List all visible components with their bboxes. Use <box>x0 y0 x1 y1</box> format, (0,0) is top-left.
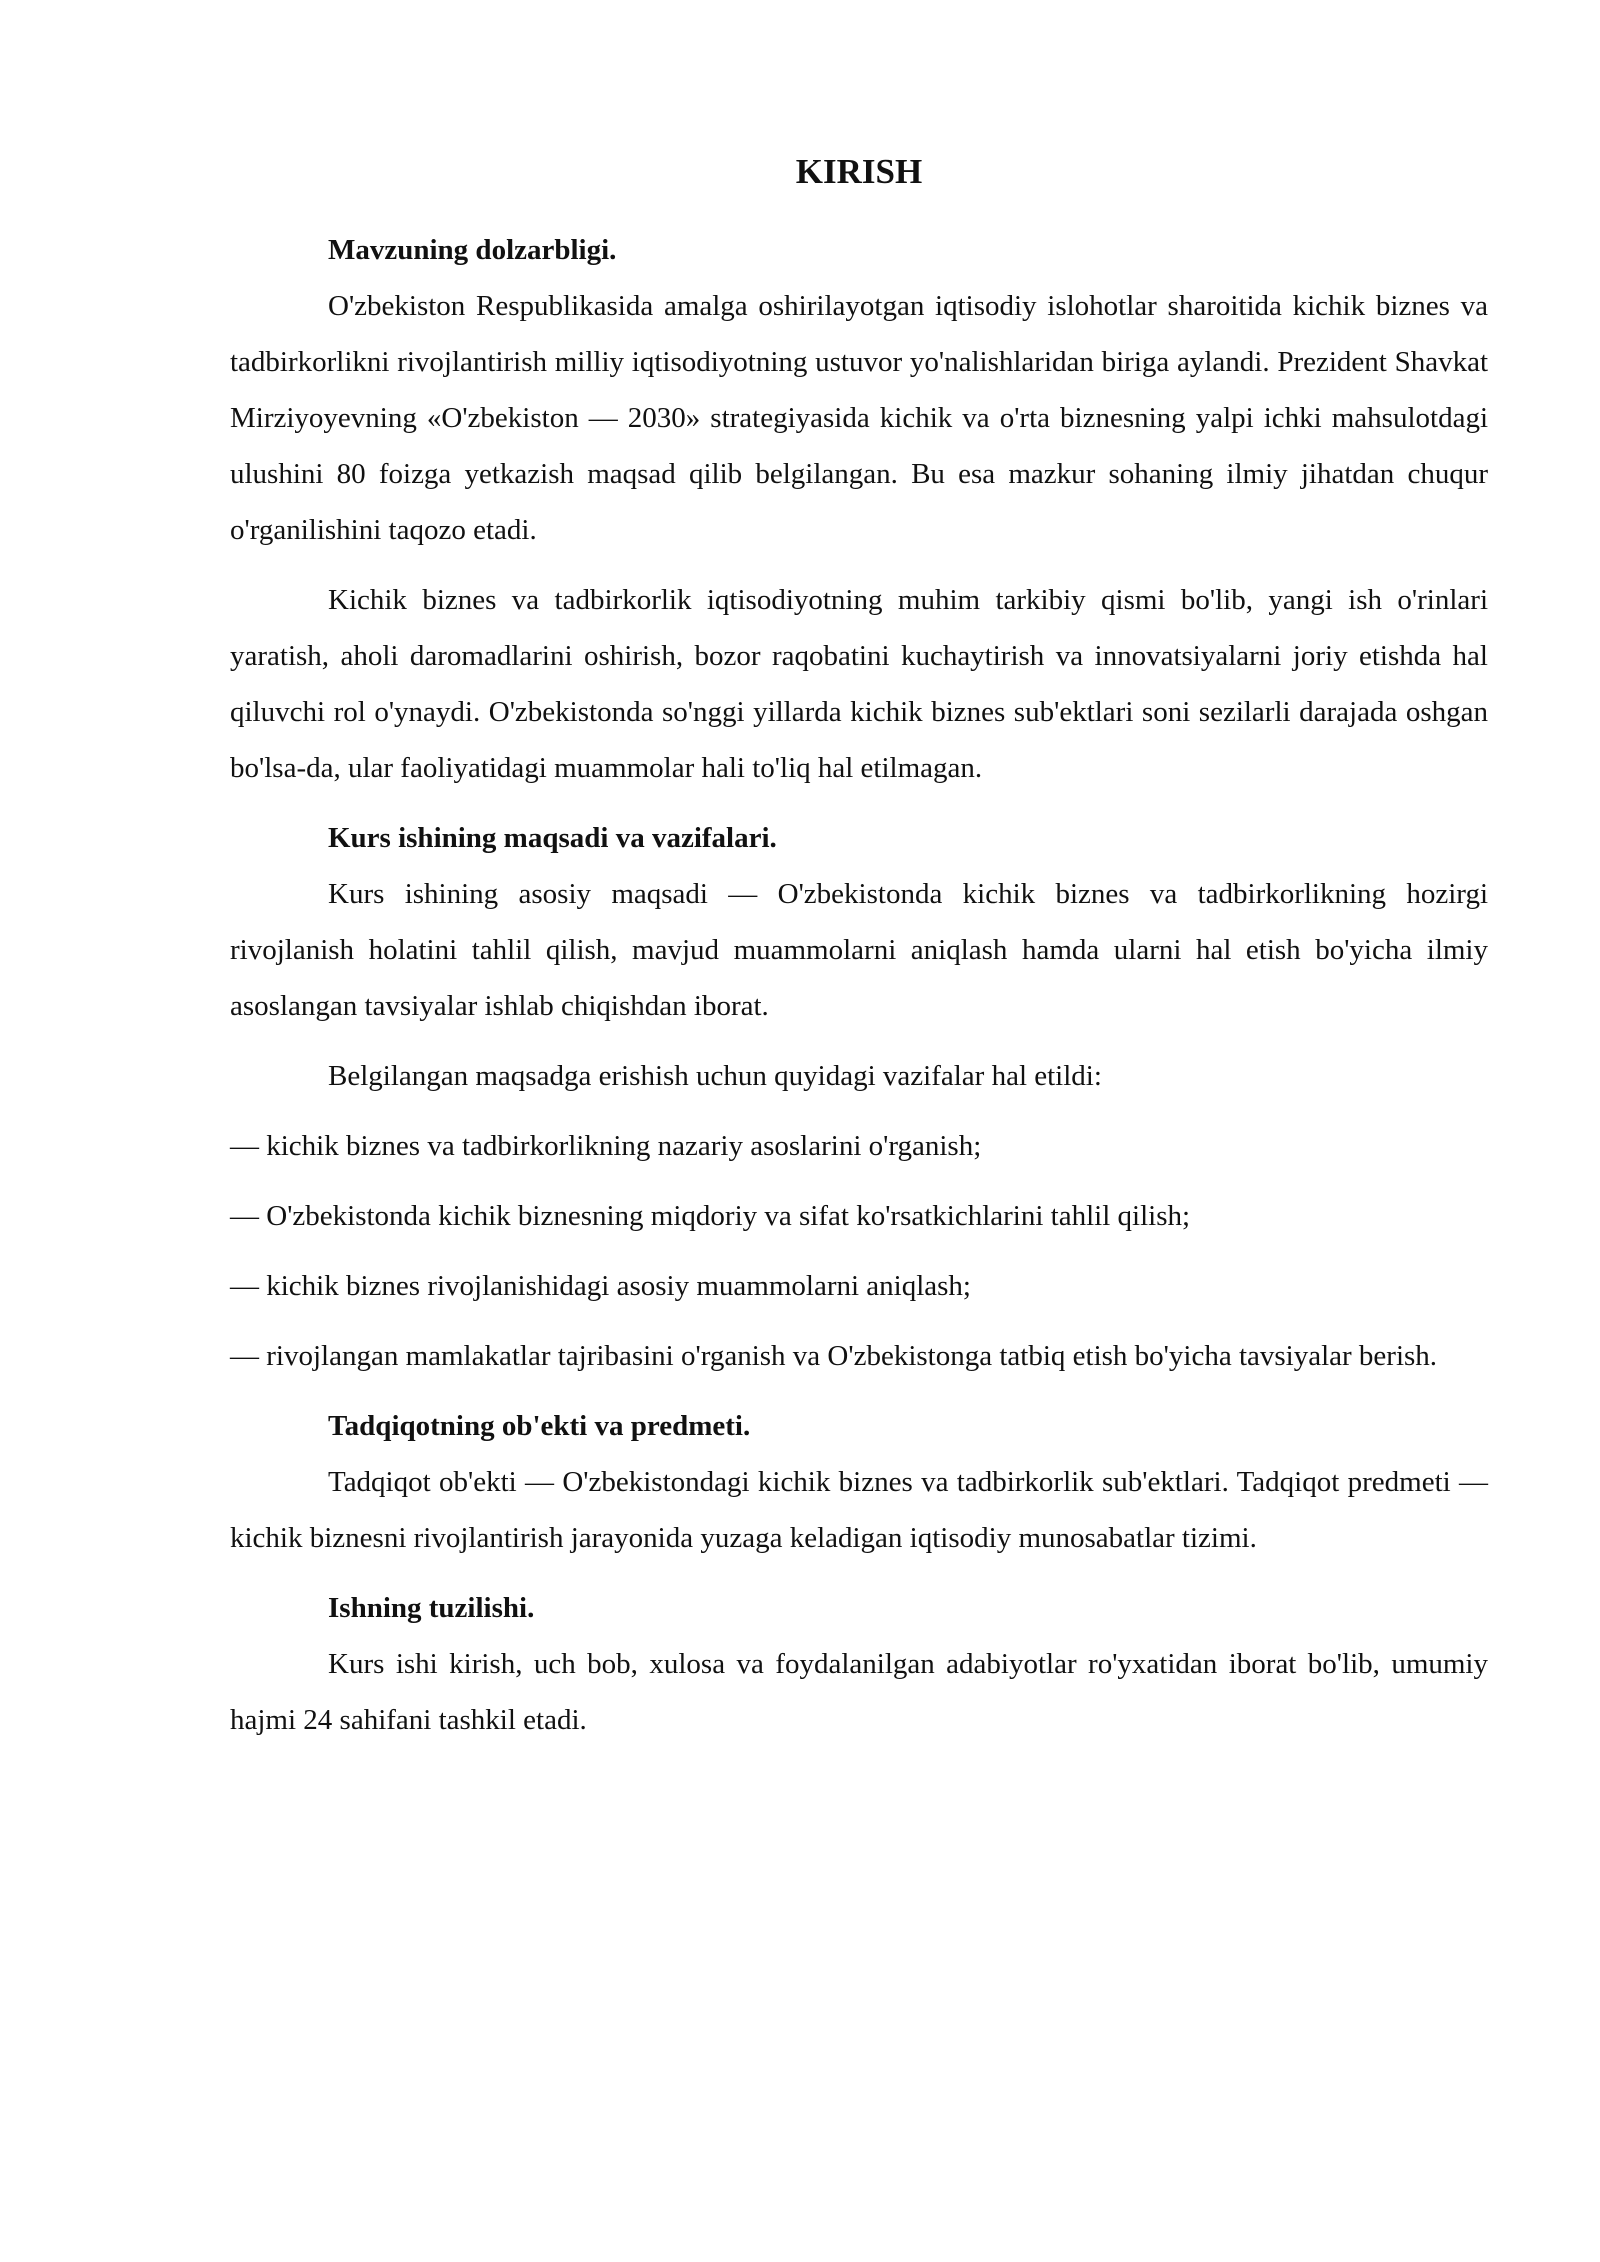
document-page <box>230 150 1488 1748</box>
section-object <box>230 1398 1488 1566</box>
section-heading-structure: Ishning tuzilishi. <box>328 1592 535 1624</box>
section-structure <box>230 1580 1488 1748</box>
paragraph: O'zbekiston Respublikasida amalga oshirilayotgan iqtisodiy islohotlar sharoitida kichik biznes va tadbirkorlikni rivojlantirish milliy iqtisodiyotning ustuvor yo'nalishlaridan biriga aylandi. Prezident Shavkat Mirziyoyevning «O'zbekiston — 2030» strategiyasida kichik va o'rta biznesning yalpi ichki mahsulotdagi ulushini 80 foizga yetkazish maqsad qilib belgilangan. Bu esa mazkur sohaning ilmiy jihatdan chuqur o'rganilishini taqozo etadi. <box>230 290 1488 546</box>
paragraph: Kurs ishining asosiy maqsadi — O'zbekistonda kichik biznes va tadbirkorlikning hozirgi rivojlanish holatini tahlil qilish, mavjud muammolarni aniqlash hamda ularni hal etish bo'yicha ilmiy asoslangan tavsiyalar ishlab chiqishdan iborat. <box>230 878 1488 1022</box>
page-title: KIRISH <box>795 152 923 191</box>
section-heading-object: Tadqiqotning ob'ekti va predmeti. <box>328 1410 751 1442</box>
list-item: — kichik biznes rivojlanishidagi asosiy muammolarni aniqlash; <box>230 1270 971 1302</box>
section-relevance <box>230 222 1488 796</box>
section-heading-relevance: Mavzuning dolzarbligi. <box>328 234 617 266</box>
paragraph: Kichik biznes va tadbirkorlik iqtisodiyotning muhim tarkibiy qismi bo'lib, yangi ish o'rinlari yaratish, aholi daromadlarini oshirish, bozor raqobatini kuchaytirish va innovatsiyalarni joriy etishda hal qiluvchi rol o'ynaydi. O'zbekistonda so'nggi yillarda kichik biznes sub'ektlari soni sezilarli darajada oshgan bo'lsa-da, ular faoliyatidagi muammolar hali to'liq hal etilmagan. <box>230 584 1488 784</box>
section-goals <box>230 810 1488 1384</box>
list-item: — rivojlangan mamlakatlar tajribasini o'rganish va O'zbekistonga tatbiq etish bo'yicha tavsiyalar berish. <box>230 1340 1438 1372</box>
list-item: — kichik biznes va tadbirkorlikning nazariy asoslarini o'rganish; <box>230 1130 982 1162</box>
list-item: — O'zbekistonda kichik biznesning miqdoriy va sifat ko'rsatkichlarini tahlil qilish; <box>230 1200 1191 1232</box>
paragraph: Tadqiqot ob'ekti — O'zbekistondagi kichik biznes va tadbirkorlik sub'ektlari. Tadqiqot predmeti — kichik biznesni rivojlantirish jarayonida yuzaga keladigan iqtisodiy munosabatlar tizimi. <box>230 1466 1488 1554</box>
paragraph: Kurs ishi kirish, uch bob, xulosa va foydalanilgan adabiyotlar ro'yxatidan iborat bo'lib, umumiy hajmi 24 sahifani tashkil etadi. <box>230 1648 1488 1736</box>
section-heading-goals: Kurs ishining maqsadi va vazifalari. <box>328 822 777 854</box>
paragraph: Belgilangan maqsadga erishish uchun quyidagi vazifalar hal etildi: <box>328 1060 1102 1092</box>
